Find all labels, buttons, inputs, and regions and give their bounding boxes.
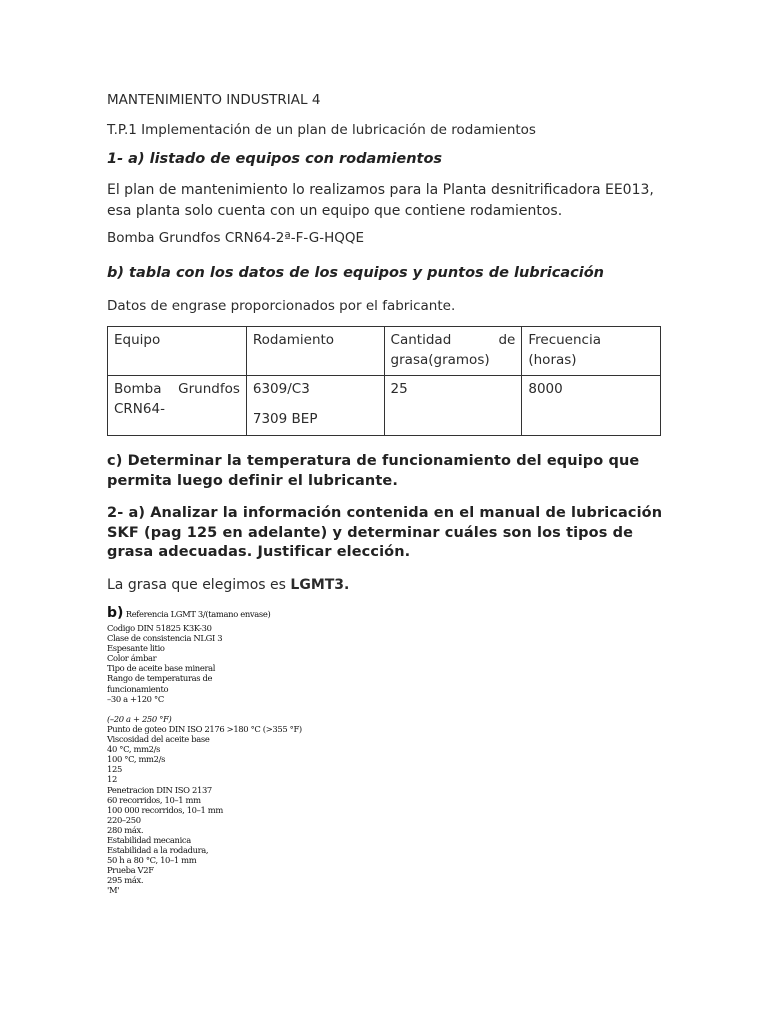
section-1-heading: 1- a) listado de equipos con rodamientos [107,151,443,167]
spec-line: Penetracion DIN ISO 2137 [107,784,212,795]
table-header-row [108,327,661,376]
cell-rodamiento: 6309/C3 7309 BEP [246,376,384,436]
spec-header-line [107,605,302,623]
spec-line: Prueba V2F [107,865,154,876]
doc-title: MANTENIMIENTO INDUSTRIAL 4 [107,92,321,108]
chosen-grease: La grasa que elegimos es LGMT3. [107,577,350,593]
plan-paragraph: El plan de mantenimiento lo realizamos para la Planta desnitrificadora EE013, esa planta solo cuenta con un equipo que contiene rodamientos. [107,182,654,219]
spec-line: Punto de goteo DIN ISO 2176 >180 °C (>355 °F) [107,723,302,734]
b-label: b) [107,605,124,621]
spec-line: 280 máx. [107,824,144,835]
spec-line: Color ámbar [107,653,157,664]
spec-line: 295 máx. [107,875,144,886]
table-row [108,376,661,436]
spec-line [107,704,302,714]
spec-line: 50 h a 80 °C, 10–1 mm [107,855,197,866]
doc-subtitle: T.P.1 Implementación de un plan de lubricación de rodamientos [107,122,536,138]
spec-line: Tipo de aceite base mineral [107,663,216,674]
table-intro: Datos de engrase proporcionados por el fabricante. [107,298,456,314]
section-2-heading: 2- a) Analizar la información contenida en el manual de lubricación SKF (pag 125 en adelante) y determinar cuáles son los tipos de grasa adecuadas. Justificar elección. [107,505,663,560]
spec-line: 100 000 recorridos, 10–1 mm [107,804,223,815]
header-frecuencia: Frecuencia (horas) [522,327,661,376]
cell-cantidad: 25 [384,376,522,436]
cell-equipo: Bomba Grundfos CRN64- [108,376,247,436]
header-cantidad: Cantidad de grasa(gramos) [384,327,522,376]
spec-line: 220–250 [107,814,141,825]
spec-line: 60 recorridos, 10–1 mm [107,794,201,805]
spec-line: Espesante litio [107,643,165,654]
spec-line: (–20 a + 250 °F) [107,713,172,724]
spec-line: 125 [107,764,122,775]
spec-line: Clase de consistencia NLGI 3 [107,633,223,644]
lubrication-table [107,326,661,436]
spec-line: 100 °C, mm2/s [107,754,166,765]
grease-name: LGMT3. [290,577,350,593]
spec-line: –30 a +120 °C [107,693,164,704]
spec-first-line: Referencia LGMT 3/(tamano envase) [125,609,271,619]
spec-line: Viscosidad del aceite base [107,734,210,745]
header-rodamiento: Rodamiento [246,327,384,376]
header-equipo: Equipo [108,327,247,376]
section-c-heading: c) Determinar la temperatura de funcionamiento del equipo que permita luego definir el lubricante. [107,453,640,489]
spec-line: Rango de temperaturas de [107,673,213,684]
spec-lines [107,623,302,896]
spec-line: 40 °C, mm2/s [107,744,161,755]
cell-frecuencia: 8000 [522,376,661,436]
grease-spec-block [107,605,302,896]
equipment-name: Bomba Grundfos CRN64-2ª-F-G-HQQE [107,230,365,246]
spec-line: funcionamiento [107,683,169,694]
spec-line: 'M' [107,885,120,896]
section-b-heading: b) tabla con los datos de los equipos y puntos de lubricación [107,265,605,281]
spec-line: 12 [107,774,117,785]
spec-line: Estabilidad a la rodadura, [107,845,209,856]
spec-line: Codigo DIN 51825 K3K-30 [107,623,212,633]
spec-line: Estabilidad mecanica [107,834,191,845]
